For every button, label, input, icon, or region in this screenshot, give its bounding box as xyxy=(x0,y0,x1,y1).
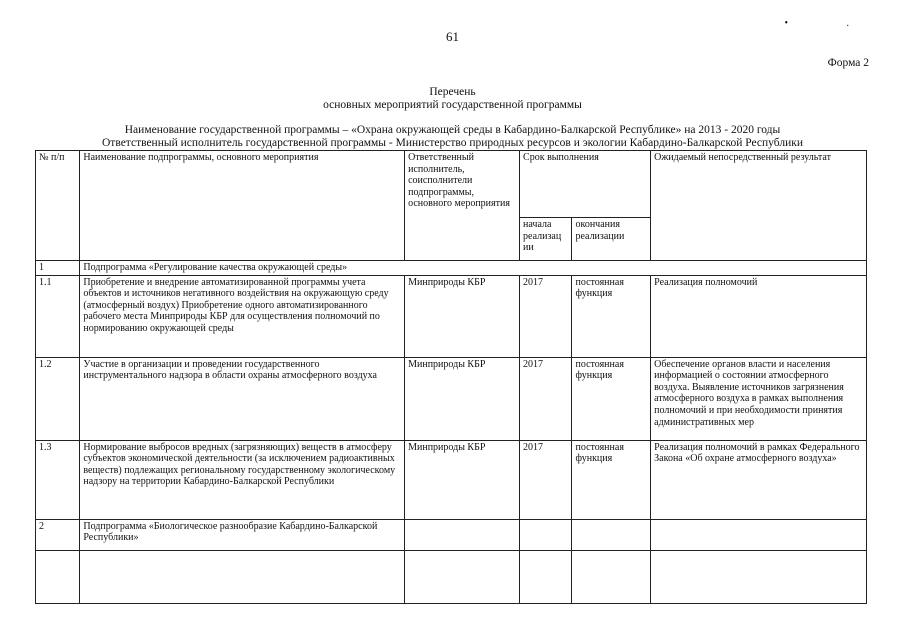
program-name-line: Наименование государственной программы – «Охрана окружающей среды в Кабардино-Балкарской Республике» на 2013 - 2020 годы xyxy=(124,124,781,136)
table-row xyxy=(36,440,867,519)
header-result: Ожидаемый непосредственный результат xyxy=(651,151,867,261)
empty-cell xyxy=(80,550,405,603)
corner-marks: • . xyxy=(784,18,877,29)
header-responsible: Ответственный исполнитель, соисполнители подпрограммы, основного мероприятия xyxy=(405,151,520,261)
empty-cell xyxy=(651,519,867,550)
row-start: 2017 xyxy=(520,440,572,519)
row-responsible: Минприроды КБР xyxy=(405,440,520,519)
header-start: начала реализац ии xyxy=(520,218,572,261)
row-name: Приобретение и внедрение автоматизированной программы учета объектов и источников негативного воздействия на окружающую среду (атмосферный воздух) Приобретение одного автоматизированного рабочего места Минприроды КБР для осуществления полномочий по нормированию окружающей среды xyxy=(80,275,405,357)
empty-cell xyxy=(651,550,867,603)
row-start: 2017 xyxy=(520,275,572,357)
row-start: 2017 xyxy=(520,357,572,440)
header-end: окончания реализации xyxy=(572,218,651,261)
measures-table xyxy=(35,150,867,604)
empty-cell xyxy=(405,519,520,550)
program-executor-line: Ответственный исполнитель государственной программы - Министерство природных ресурсов и экологии Кабардино-Балкарской Республики xyxy=(102,137,803,149)
empty-cell xyxy=(572,519,651,550)
empty-cell xyxy=(405,550,520,603)
page-number: 61 xyxy=(446,29,459,44)
row-name: Участие в организации и проведении государственного инструментального надзора в области охраны атмосферного воздуха xyxy=(80,357,405,440)
title-line-1: Перечень xyxy=(429,86,476,98)
row-no: 1 xyxy=(36,261,80,276)
row-end: постоянная функция xyxy=(572,440,651,519)
program-info xyxy=(0,124,905,150)
row-result: Обеспечение органов власти и населения информацией о состоянии атмосферного воздуха. Выявление источников загрязнения атмосферного воздуха в рамках выполнения полномочий и при необходимости принятия административных мер xyxy=(651,357,867,440)
header-period: Срок выполнения xyxy=(520,151,651,218)
empty-cell xyxy=(36,550,80,603)
table-row xyxy=(36,275,867,357)
form-label: Форма 2 xyxy=(827,57,869,69)
empty-cell xyxy=(572,550,651,603)
row-result: Реализация полномочий в рамках Федерального Закона «Об охране атмосферного воздуха» xyxy=(651,440,867,519)
table-row xyxy=(36,519,867,550)
row-name: Нормирование выбросов вредных (загрязняющих) веществ в атмосферу субъектов экономической деятельности (за исключением радиоактивных веществ) подлежащих региональному государственному экологическому надзору на территории Кабардино-Балкарской Республики xyxy=(80,440,405,519)
empty-cell xyxy=(520,519,572,550)
table-row xyxy=(36,357,867,440)
document-title xyxy=(0,86,905,112)
row-no: 1.2 xyxy=(36,357,80,440)
table-row xyxy=(36,261,867,276)
row-name: Подпрограмма «Регулирование качества окружающей среды» xyxy=(80,261,867,276)
header-name: Наименование подпрограммы, основного мероприятия xyxy=(80,151,405,261)
table-row xyxy=(36,550,867,603)
row-result: Реализация полномочий xyxy=(651,275,867,357)
row-no: 1.1 xyxy=(36,275,80,357)
row-end: постоянная функция xyxy=(572,275,651,357)
row-name: Подпрограмма «Биологическое разнообразие Кабардино-Балкарской Республики» xyxy=(80,519,405,550)
table-header-row xyxy=(36,151,867,218)
row-no: 2 xyxy=(36,519,80,550)
title-line-2: основных мероприятий государственной программы xyxy=(323,99,582,111)
row-end: постоянная функция xyxy=(572,357,651,440)
header-no: № п/п xyxy=(36,151,80,261)
empty-cell xyxy=(520,550,572,603)
row-no: 1.3 xyxy=(36,440,80,519)
row-responsible: Минприроды КБР xyxy=(405,357,520,440)
row-responsible: Минприроды КБР xyxy=(405,275,520,357)
